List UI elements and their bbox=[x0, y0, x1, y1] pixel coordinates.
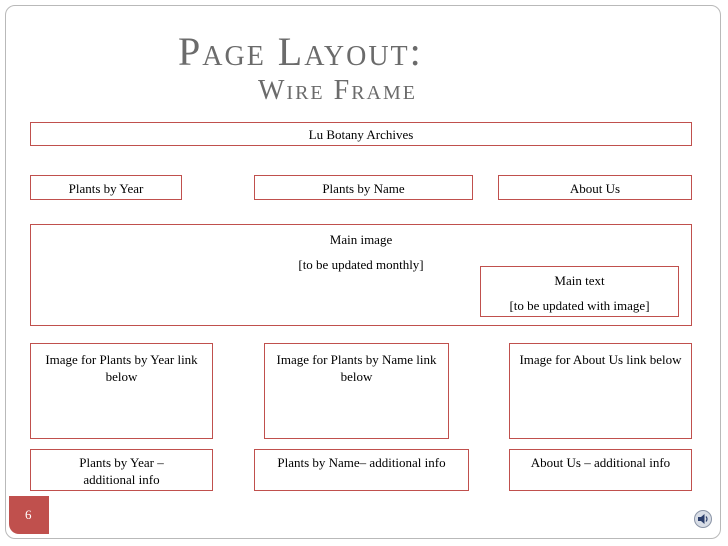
main-image-label: Main image bbox=[329, 232, 393, 247]
info-plants-by-year-box bbox=[30, 449, 213, 491]
page-number: 6 bbox=[25, 507, 32, 522]
main-text-label: Main text bbox=[554, 273, 605, 288]
image-plants-by-name-box bbox=[264, 343, 449, 439]
slide-title: Page Layout: bbox=[178, 29, 423, 74]
nav-plants-by-year-label: Plants by Year bbox=[68, 181, 144, 196]
info-about-us-label: About Us – additional info bbox=[530, 455, 671, 470]
nav-about-us-box bbox=[498, 175, 692, 200]
image-about-us-label: Image for About Us link below bbox=[519, 352, 682, 367]
info-plants-by-name-label: Plants by Name– additional info bbox=[277, 455, 446, 470]
main-text-box bbox=[480, 266, 679, 317]
image-about-us-box bbox=[509, 343, 692, 439]
speaker-icon[interactable] bbox=[694, 510, 712, 528]
slide-subtitle: Wire Frame bbox=[258, 75, 417, 106]
header-label: Lu Botany Archives bbox=[308, 127, 414, 142]
main-text-note: [to be updated with image] bbox=[509, 298, 650, 313]
nav-plants-by-name-label: Plants by Name bbox=[322, 181, 405, 196]
nav-plants-by-year-box bbox=[30, 175, 182, 200]
nav-about-us-label: About Us bbox=[569, 181, 621, 196]
image-plants-by-year-label: Image for Plants by Year link below bbox=[45, 352, 198, 384]
header-box bbox=[30, 122, 692, 146]
info-plants-by-year-label: Plants by Year – additional info bbox=[79, 455, 164, 487]
info-plants-by-name-box bbox=[254, 449, 469, 491]
main-image-note: [to be updated monthly] bbox=[298, 257, 424, 272]
image-plants-by-year-box bbox=[30, 343, 213, 439]
nav-plants-by-name-box bbox=[254, 175, 473, 200]
page-number-badge bbox=[9, 496, 49, 534]
info-about-us-box bbox=[509, 449, 692, 491]
image-plants-by-name-label: Image for Plants by Name link below bbox=[276, 352, 437, 384]
